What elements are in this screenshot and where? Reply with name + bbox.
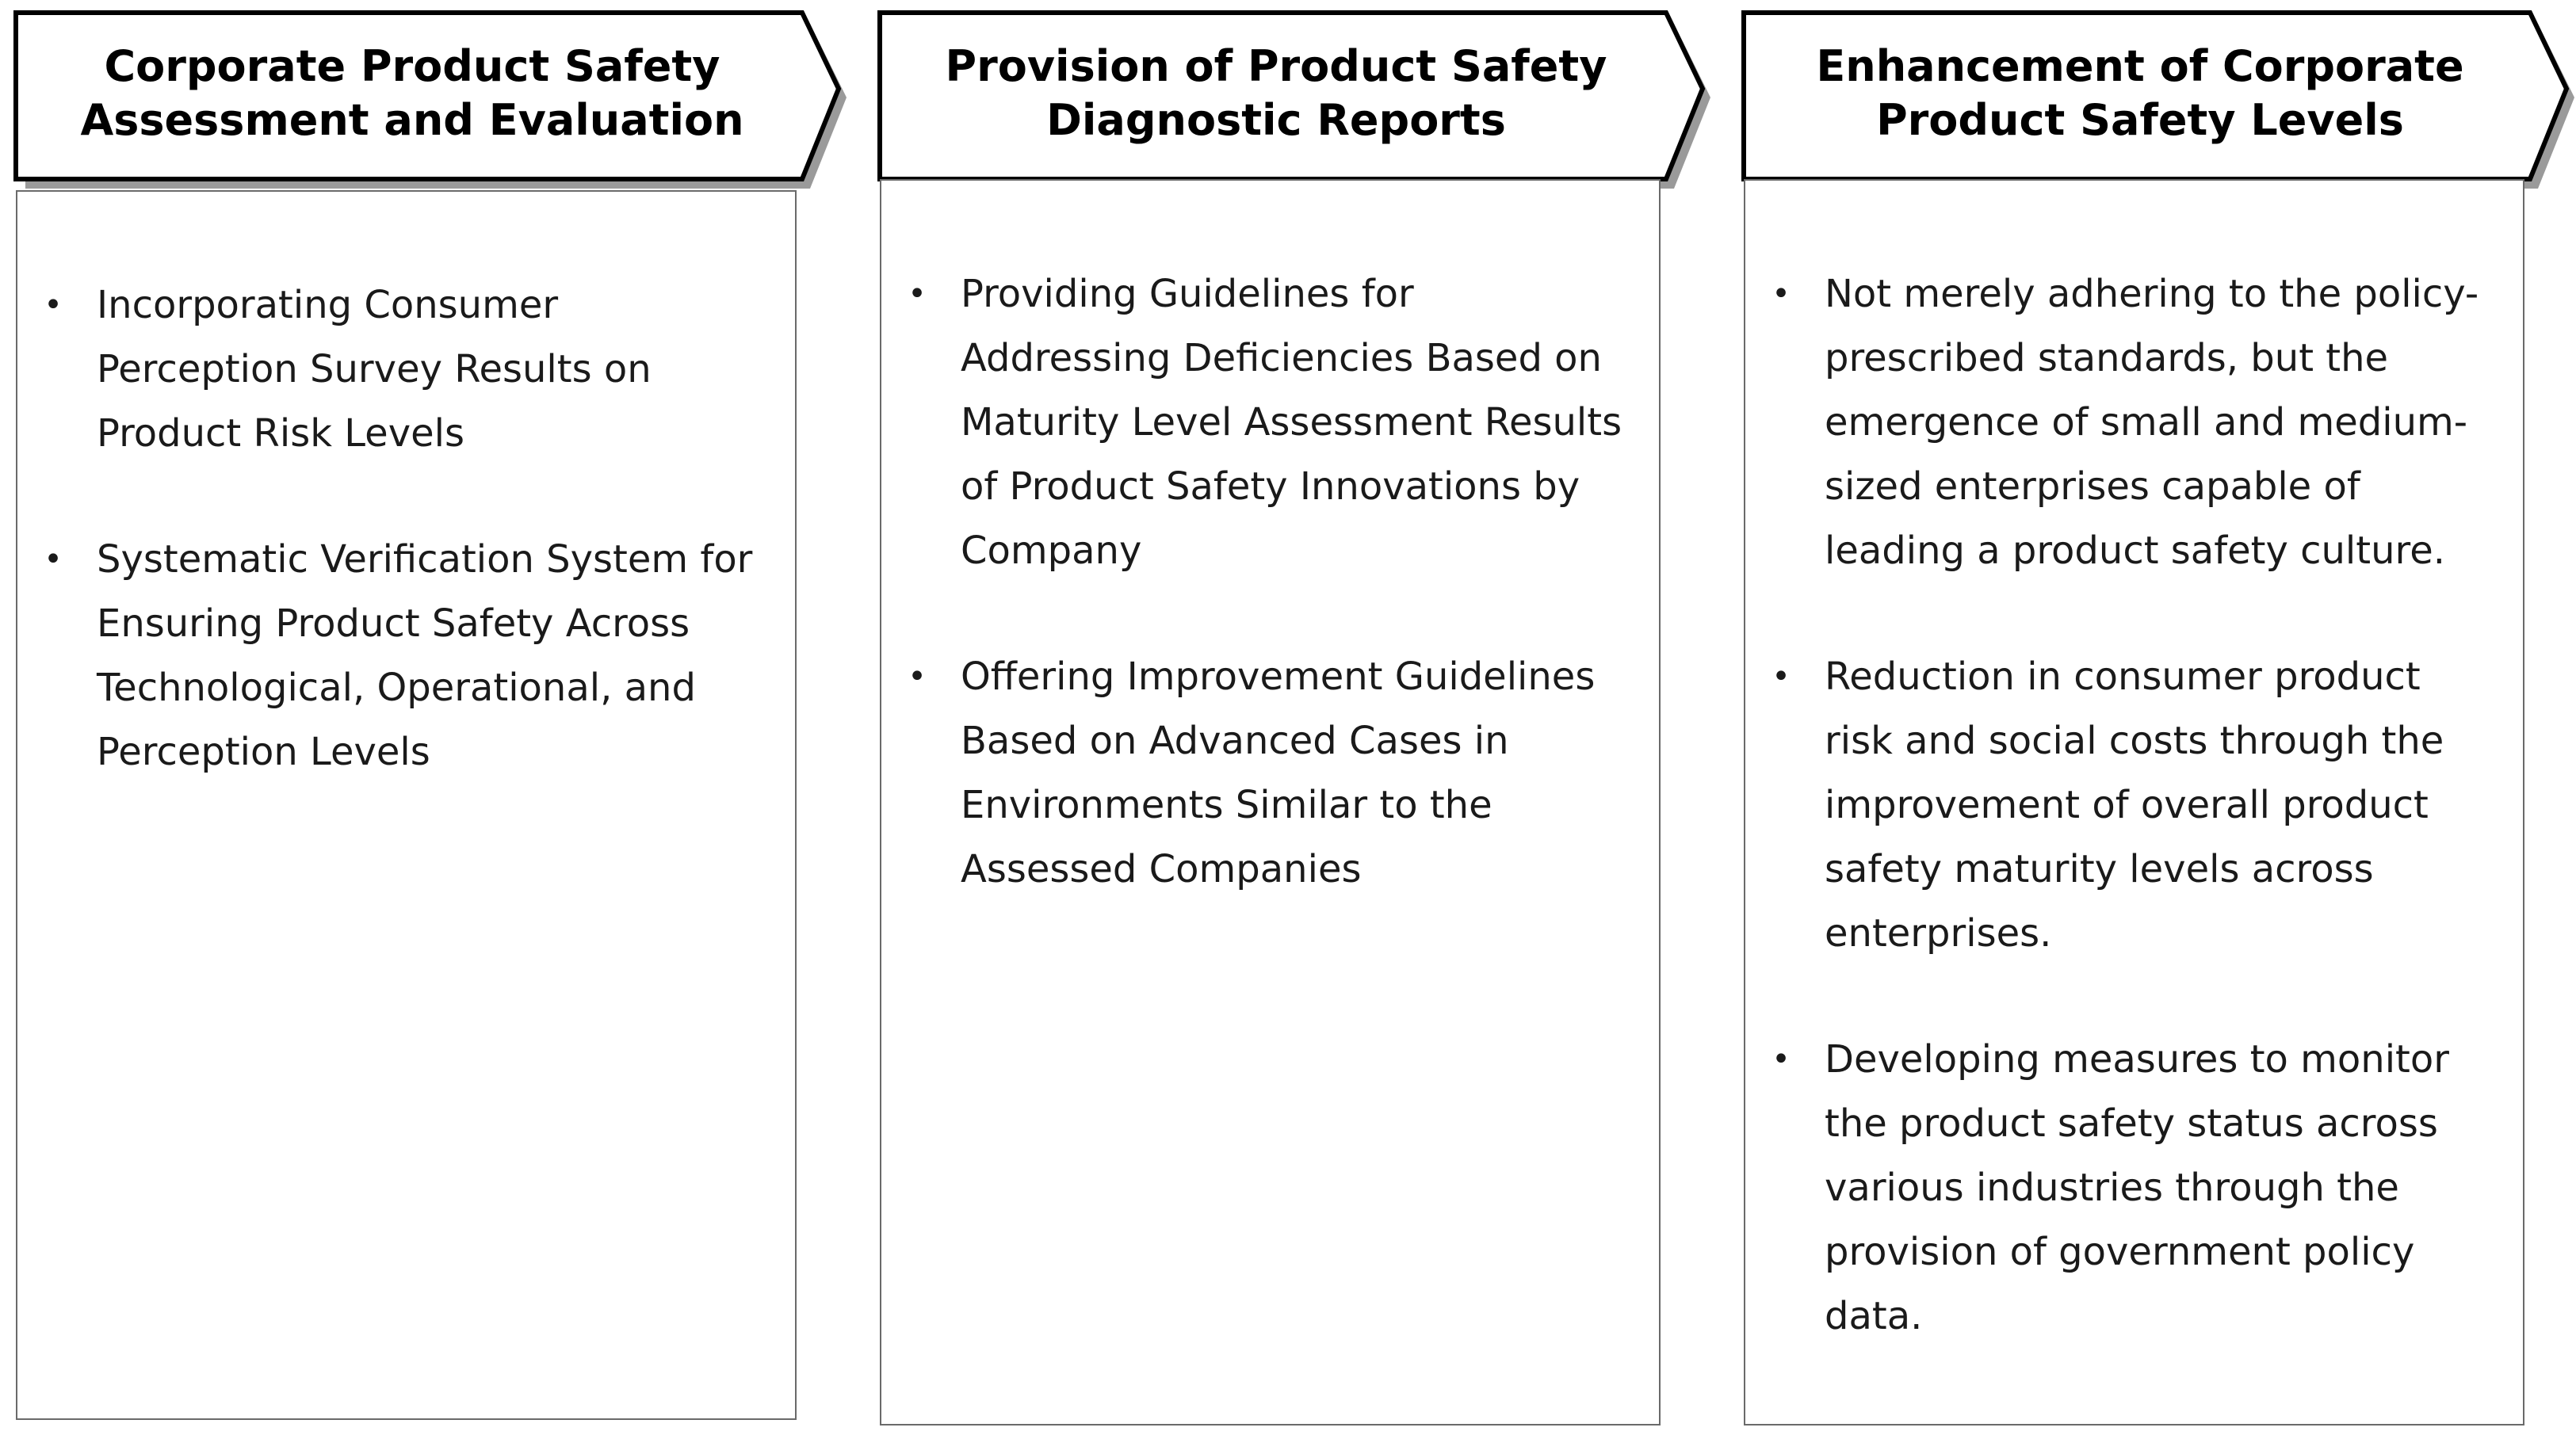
bullet-list — [1745, 262, 2499, 1349]
item-text: Incorporating Consumer Perception Survey Results on Product Risk Levels — [97, 283, 652, 456]
list-item — [1745, 262, 2499, 583]
content-box — [880, 179, 1661, 1425]
item-text: Not merely adhering to the policy-prescribed standards, but the emergence of small and medium-sized enterprises capable of leading a product safety culture. — [1825, 272, 2479, 573]
bullet-icon: • — [908, 276, 927, 312]
title-line: Assessment and Evaluation — [80, 95, 744, 145]
list-item — [1745, 645, 2499, 966]
item-text: Offering Improvement Guidelines Based on Advanced Cases in Environments Similar to the Assessed Companies — [961, 655, 1596, 891]
item-text: Developing measures to monitor the product safety status across various industries through the provision of government policy data. — [1825, 1037, 2449, 1338]
bullet-icon: • — [44, 541, 63, 578]
column-title — [0, 14, 824, 173]
column-title — [864, 14, 1688, 173]
list-item — [881, 262, 1635, 583]
column-enhancement — [1728, 0, 2576, 1435]
bullet-icon: • — [1771, 276, 1791, 312]
list-item — [17, 273, 771, 466]
list-item — [17, 528, 771, 784]
header-arrow-enhancement — [1728, 0, 2576, 190]
content-box — [16, 190, 797, 1420]
bullet-icon: • — [44, 287, 63, 323]
title-line: Product Safety Levels — [1876, 95, 2404, 145]
column-title — [1728, 14, 2552, 173]
bullet-icon: • — [1771, 658, 1791, 695]
list-item — [881, 645, 1635, 902]
item-text: Providing Guidelines for Addressing Deficiencies Based on Maturity Level Assessment Results of Product Safety Innovations by Company — [961, 272, 1622, 573]
bullet-icon: • — [1771, 1041, 1791, 1078]
title-line: Enhancement of Corporate — [1816, 41, 2464, 91]
title-line: Corporate Product Safety — [104, 41, 720, 91]
bullet-icon: • — [908, 658, 927, 695]
item-text: Systematic Verification System for Ensuring Product Safety Across Technological, Operational, and Perception Levels — [97, 537, 753, 774]
bullet-list — [881, 262, 1635, 902]
column-assessment — [0, 0, 848, 1435]
list-item — [1745, 1028, 2499, 1349]
header-arrow-diagnostic-reports — [864, 0, 1712, 190]
title-line: Provision of Product Safety — [945, 41, 1607, 91]
title-line: Diagnostic Reports — [1046, 95, 1506, 145]
header-arrow-assessment — [0, 0, 848, 190]
content-box — [1744, 179, 2524, 1425]
column-diagnostic-reports — [864, 0, 1712, 1435]
item-text: Reduction in consumer product risk and social costs through the improvement of overall product safety maturity levels across enterprises. — [1825, 655, 2444, 956]
bullet-list — [17, 273, 771, 784]
